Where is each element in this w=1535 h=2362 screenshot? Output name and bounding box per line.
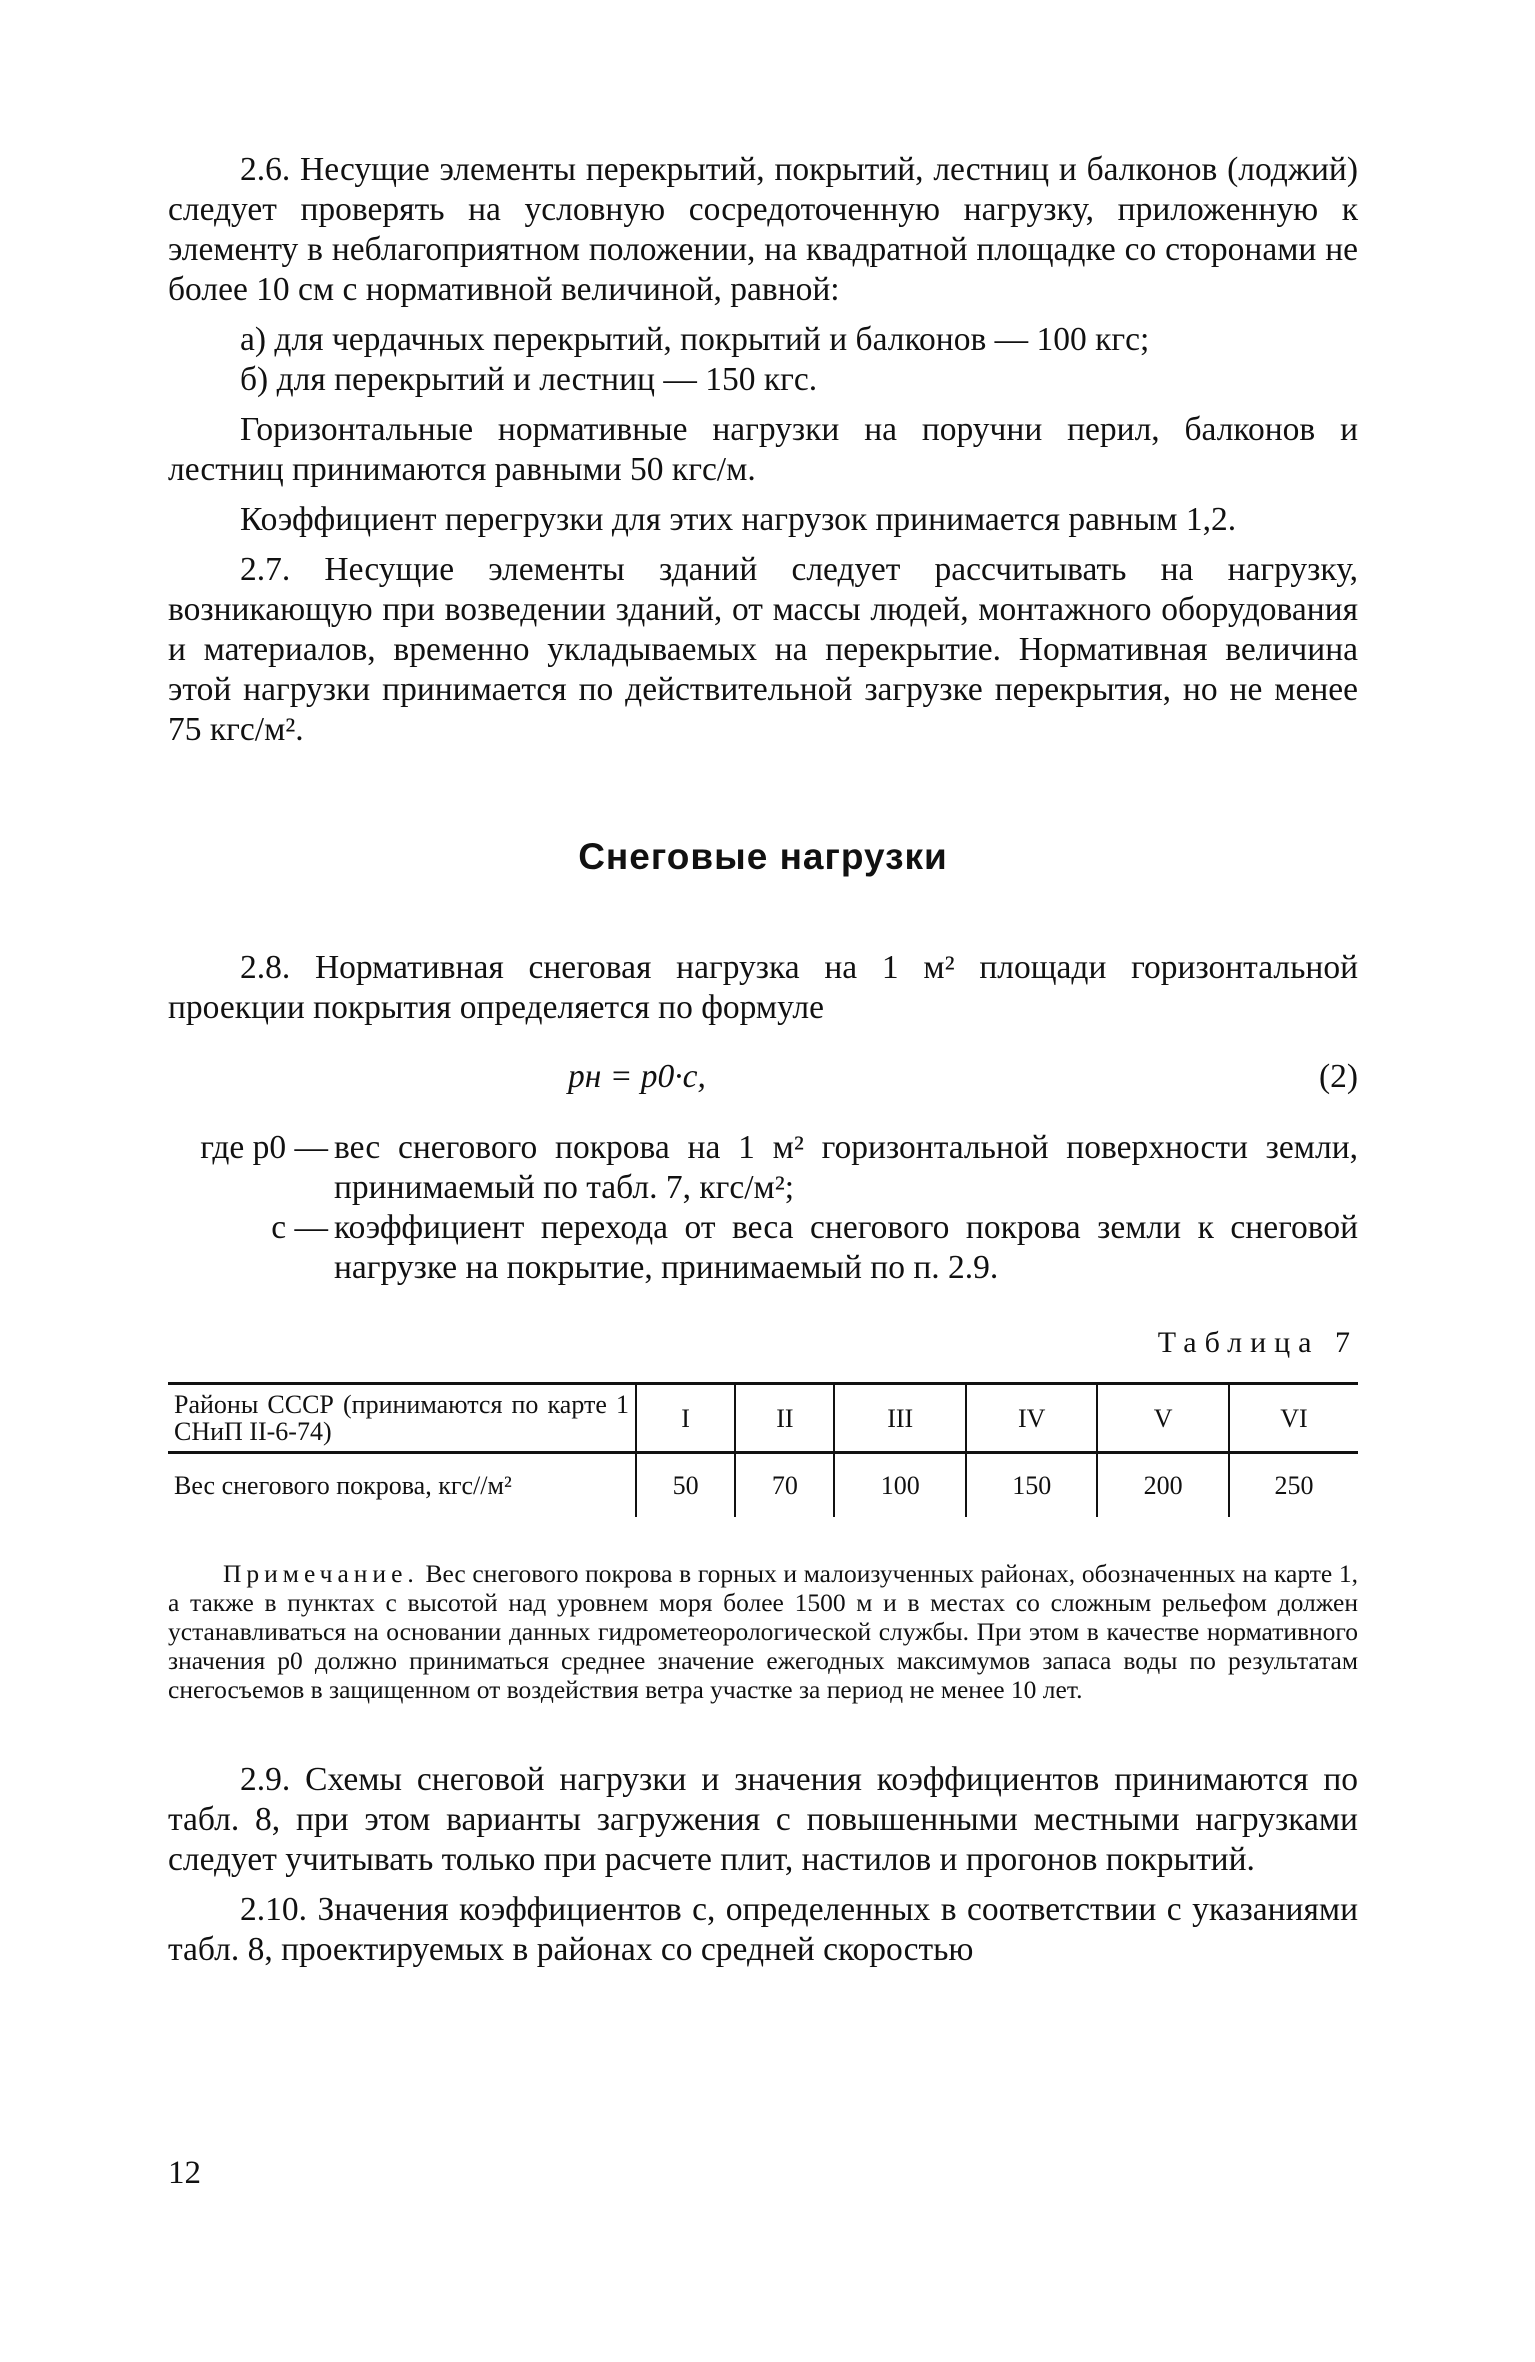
legend-item-p0 — [168, 1128, 1358, 1208]
snow-load-table — [168, 1382, 1358, 1517]
paragraph-horizontal-loads: Горизонтальные нормативные нагрузки на поручни перил, балконов и лестниц принимаются равными 50 кгс/м. — [168, 411, 1358, 488]
formula-legend — [168, 1128, 1358, 1288]
table-cell-region: II — [735, 1384, 834, 1453]
table-header-weight: Вес снегового покрова, кгс//м² — [174, 1471, 512, 1500]
legend-text-c: коэффициент перехода от веса снегового покрова земли к снеговой нагрузке на покрытие, принимаемый по п. 2.9. — [334, 1209, 1358, 1286]
table-header-regions: Районы СССР (принимаются по карте 1 СНиП II-6-74) — [168, 1384, 636, 1453]
formula-row — [168, 1058, 1358, 1106]
table-row-regions — [168, 1384, 1358, 1453]
paragraph-2-10: 2.10. Значения коэффициентов c, определенных в соответствии с указаниями табл. 8, проектируемых в районах со средней скоростью — [168, 1891, 1358, 1968]
table-note — [168, 1559, 1358, 1704]
legend-text-p0: вес снегового покрова на 1 м² горизонтальной поверхности земли, принимаемый по табл. 7, кгс/м²; — [334, 1129, 1358, 1206]
table-cell-weight: 50 — [636, 1453, 735, 1518]
table-row-weights — [168, 1453, 1358, 1518]
page-number: 12 — [168, 2155, 201, 2191]
table-cell-weight: 70 — [735, 1453, 834, 1518]
formula: pн = p0·c, — [568, 1058, 706, 1095]
table-cell-weight: 100 — [834, 1453, 965, 1518]
table-cell-region: III — [834, 1384, 965, 1453]
table-cell-region: I — [636, 1384, 735, 1453]
list-item-b: б) для перекрытий и лестниц — 150 кгс. — [240, 361, 818, 398]
legend-item-c — [168, 1208, 1358, 1288]
paragraph-2-9: 2.9. Схемы снеговой нагрузки и значения коэффициентов принимаются по табл. 8, при этом варианты загружения с повышенными местными нагрузками следует учитывать только при расчете плит, настилов и прогонов покрытий. — [168, 1761, 1358, 1878]
table-cell-weight: 150 — [966, 1453, 1097, 1518]
table-caption: Таблица 7 — [1157, 1326, 1358, 1359]
table-cell-weight: 200 — [1097, 1453, 1228, 1518]
paragraph-2-8: 2.8. Нормативная снеговая нагрузка на 1 м² площади горизонтальной проекции покрытия определяется по формуле — [168, 949, 1358, 1026]
note-text: Вес снегового покрова в горных и малоизученных районах, обозначенных на карте 1, а также в пунктах с высотой над уровнем моря более 1500 м и в местах со сложным рельефом должен устанавливаться на основании данных гидрометеорологической службы. При этом в качестве нормативного значения p0 должно приниматься среднее значение ежегодных максимумов запаса воды по результатам снегосъемов в защищенном от воздействия ветра участке за период не менее 10 лет. — [168, 1559, 1359, 1704]
table-cell-region: VI — [1229, 1384, 1358, 1453]
legend-symbol-c: c — — [271, 1209, 328, 1246]
table-cell-region: V — [1097, 1384, 1228, 1453]
document-page — [168, 150, 1358, 1970]
section-heading: Снеговые нагрузки — [578, 836, 948, 877]
paragraph-2-7: 2.7. Несущие элементы зданий следует рассчитывать на нагрузку, возникающую при возведении зданий, от массы людей, монтажного оборудования и материалов, временно укладываемых на перекрытие. Нормативная величина этой нагрузки принимается по действительной загрузке перекрытия, но не менее 75 кгс/м². — [168, 551, 1358, 748]
list-item-a: а) для чердачных перекрытий, покрытий и балконов — 100 кгс; — [240, 321, 1150, 358]
legend-symbol-p0: где p0 — — [200, 1129, 328, 1166]
table-cell-weight: 250 — [1229, 1453, 1358, 1518]
formula-number: (2) — [1318, 1058, 1358, 1095]
note-label: Примечание. — [223, 1559, 419, 1588]
paragraph-overload-coefficient: Коэффициент перегрузки для этих нагрузок принимается равным 1,2. — [240, 501, 1237, 538]
table-cell-region: IV — [966, 1384, 1097, 1453]
paragraph-2-6: 2.6. Несущие элементы перекрытий, покрытий, лестниц и балконов (лоджий) следует проверять на условную сосредоточенную нагрузку, приложенную к элементу в неблагоприятном положении, на квадратной площадке со сторонами не более 10 см с нормативной величиной, равной: — [168, 151, 1358, 308]
